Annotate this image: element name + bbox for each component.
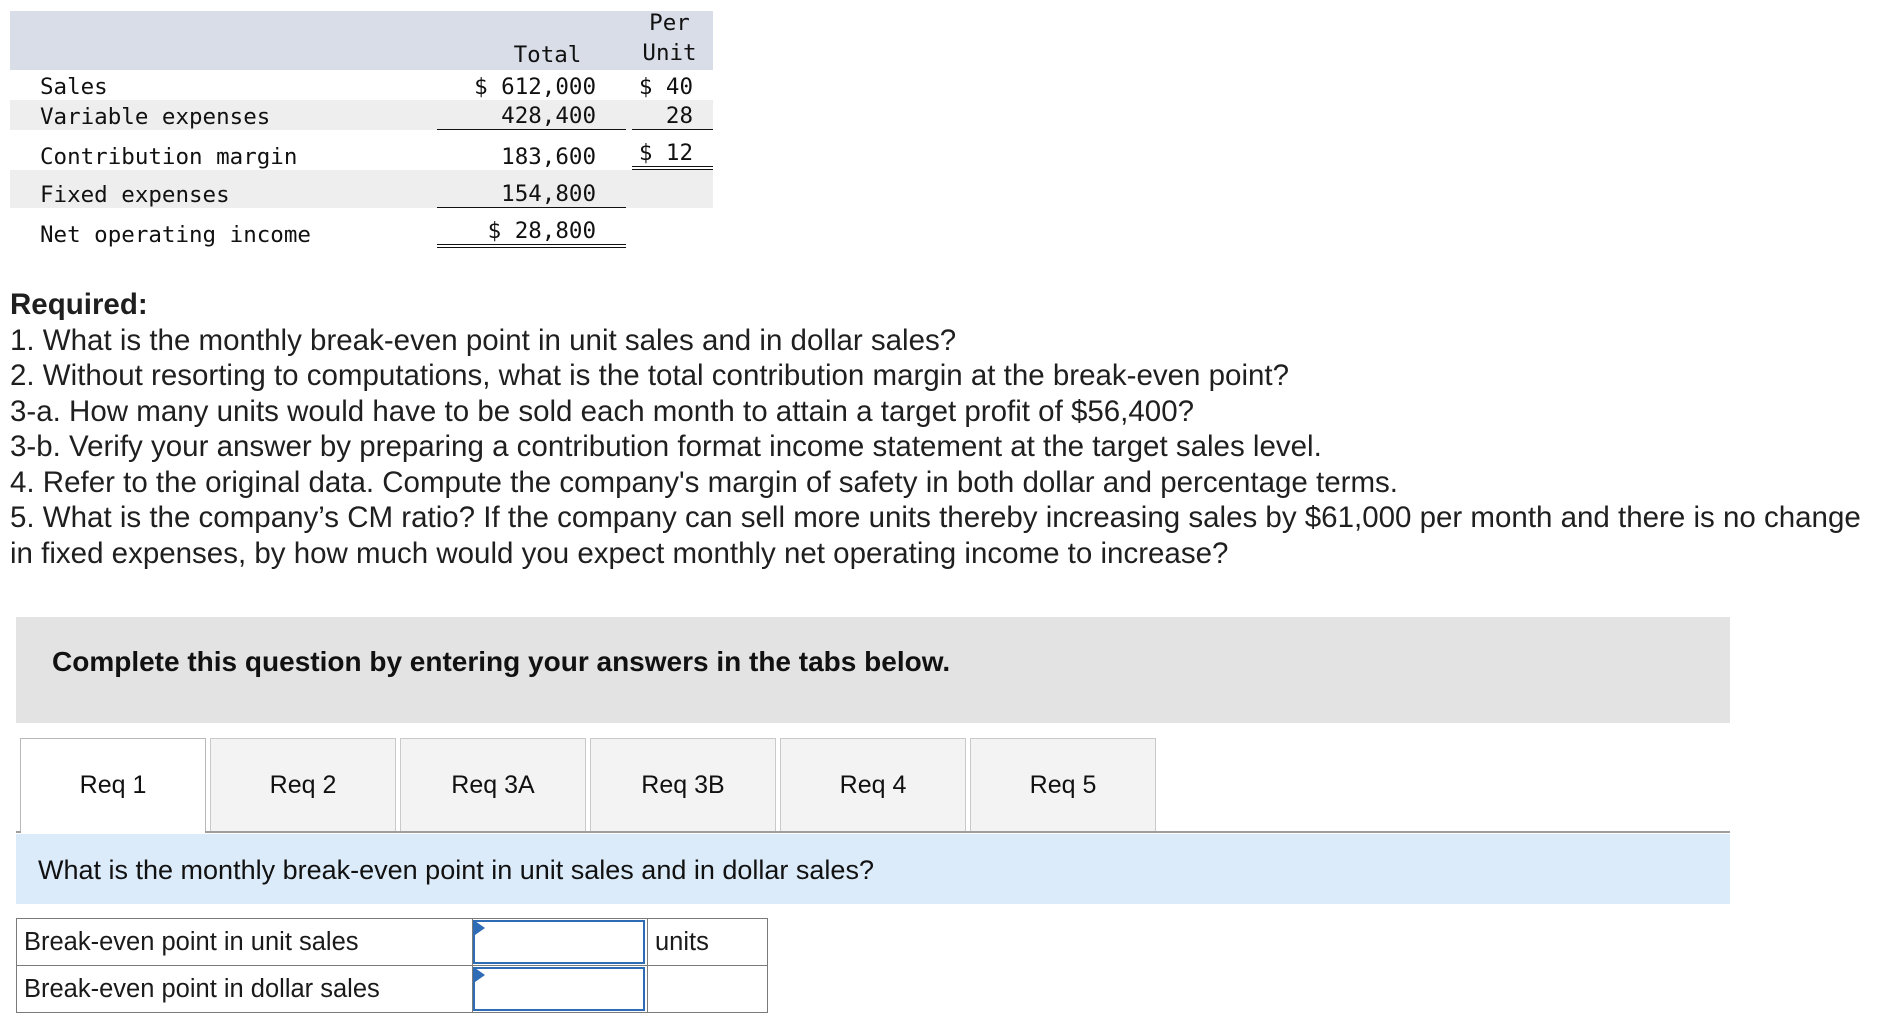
row-sales bbox=[10, 70, 713, 100]
tab-req-3a[interactable]: Req 3A bbox=[400, 738, 586, 832]
row-label: Fixed expenses bbox=[40, 182, 230, 208]
row-per-unit: $ 40 bbox=[638, 74, 693, 100]
question-banner: What is the monthly break-even point in unit sales and in dollar sales? bbox=[16, 834, 1730, 904]
answer-row-unit-sales bbox=[17, 919, 768, 966]
req-tabs bbox=[20, 738, 1156, 832]
row-total: 183,600 bbox=[501, 144, 596, 170]
row-per-unit: $ 12 bbox=[632, 140, 713, 170]
row-label: Contribution margin bbox=[40, 144, 298, 170]
income-statement-header bbox=[10, 11, 713, 70]
tab-divider bbox=[16, 831, 1730, 833]
required-item: 3-a. How many units would have to be sold each month to attain a target profit of $56,400? bbox=[10, 394, 1195, 428]
answer-row-dollar-sales bbox=[17, 966, 768, 1013]
tab-req-5[interactable]: Req 5 bbox=[970, 738, 1156, 832]
income-statement bbox=[10, 11, 713, 248]
required-item: 5. What is the company’s CM ratio? If the company can sell more units thereby increasing sales by $61,000 per month and there is no change in fixed expenses, by how much would you expect monthly net operating income to increase? bbox=[10, 501, 1861, 570]
tab-req-3b[interactable]: Req 3B bbox=[590, 738, 776, 832]
row-per-unit: 28 bbox=[632, 103, 713, 130]
row-total: 154,800 bbox=[437, 181, 626, 208]
answer-unit bbox=[648, 966, 768, 1013]
row-label: Net operating income bbox=[40, 222, 311, 248]
required-item: 3-b. Verify your answer by preparing a contribution format income statement at the target sales level. bbox=[10, 430, 1322, 463]
row-variable-expenses bbox=[10, 100, 713, 130]
row-total: $ 612,000 bbox=[474, 74, 596, 100]
required-item: 1. What is the monthly break-even point in unit sales and in dollar sales? bbox=[10, 323, 957, 357]
required-heading: Required: bbox=[10, 288, 148, 321]
break-even-units-input[interactable] bbox=[473, 920, 645, 964]
break-even-dollars-input[interactable] bbox=[473, 967, 645, 1011]
tab-req-4[interactable]: Req 4 bbox=[780, 738, 966, 832]
tab-req-1[interactable]: Req 1 bbox=[20, 738, 206, 832]
instruction-banner: Complete this question by entering your answers in the tabs below. bbox=[16, 617, 1730, 723]
per-unit-column-header: Per Unit bbox=[642, 10, 697, 66]
tab-req-2[interactable]: Req 2 bbox=[210, 738, 396, 832]
row-contribution-margin bbox=[10, 130, 713, 170]
answer-unit: units bbox=[648, 919, 768, 966]
answer-label: Break-even point in unit sales bbox=[17, 919, 473, 966]
total-column-header: Total bbox=[513, 42, 582, 68]
answer-table bbox=[16, 918, 768, 1013]
row-total: 428,400 bbox=[437, 103, 626, 130]
answer-label: Break-even point in dollar sales bbox=[17, 966, 473, 1013]
required-item: 4. Refer to the original data. Compute the company's margin of safety in both dollar and percentage terms. bbox=[10, 465, 1398, 499]
row-total: $ 28,800 bbox=[437, 218, 626, 248]
required-section bbox=[10, 287, 1880, 571]
row-label: Variable expenses bbox=[40, 104, 271, 130]
required-item: 2. Without resorting to computations, what is the total contribution margin at the break-even point? bbox=[10, 359, 1290, 392]
row-label: Sales bbox=[40, 74, 108, 100]
row-fixed-expenses bbox=[10, 170, 713, 208]
row-net-operating-income bbox=[10, 208, 713, 248]
